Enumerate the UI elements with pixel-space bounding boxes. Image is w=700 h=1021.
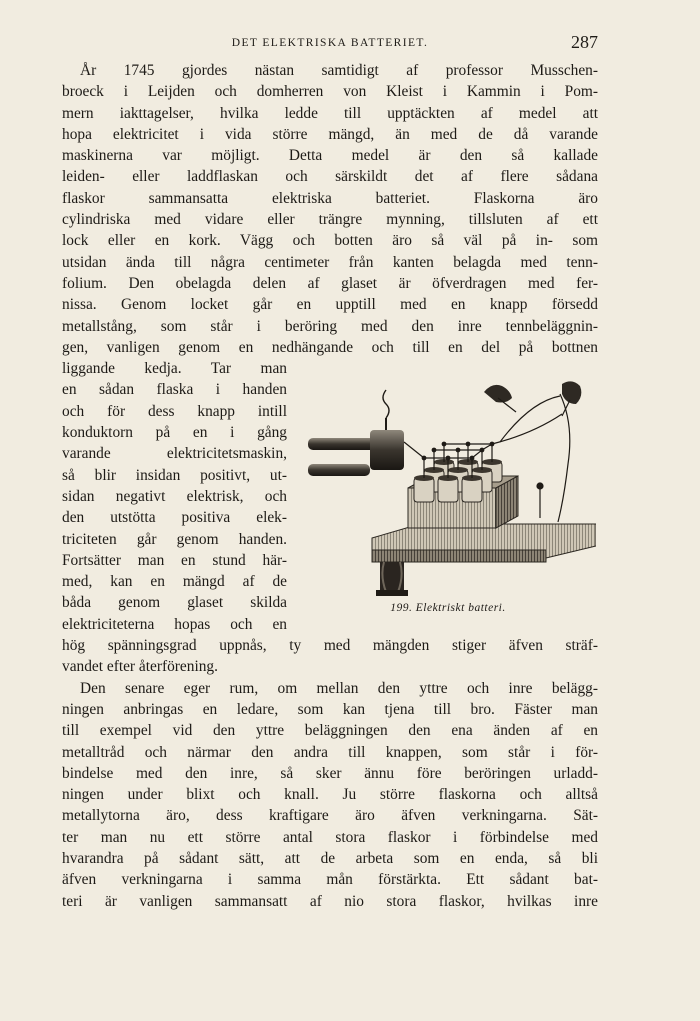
text-line: elektriciteterna hopas och en [62,615,287,633]
text-line: flaskor sammansatta elektriska batteriet. Flaskorna äro [62,189,598,207]
text-line: nissa. Genom locket går en upptill med en knapp försedd [62,296,598,314]
hand-left [484,385,516,412]
text-line: bindelse med den inre, så sker ännu före beröringen urladd- [62,764,598,782]
running-head [62,34,598,54]
text-line: så blir insidan positivt, ut- [62,466,287,484]
text-line: ter man nu ett större antal stora flaskor i förbindelse med [62,828,598,846]
text-line: Den senare eger rum, om mellan den yttre och inre belägg- [80,679,598,697]
text-line: teri är vanligen sammansatt af nio stora flaskor, hvilkas inre [62,892,598,910]
figure-electric-battery [300,378,596,620]
table [372,524,596,596]
text-line: gen, vanligen genom en nedhängande och till en del på bottnen [62,338,598,356]
text-line: till exempel vid den yttre beläggningen den ena änden af en [62,722,598,740]
text-line: leiden- eller laddflaskan och särskildt det af flere sådana [62,168,598,186]
text-line: den utstötta positiva elek- [62,509,287,527]
text-line: metalltråd och närmar den andra till knappen, som står i för- [62,743,598,761]
running-title: DET ELEKTRISKA BATTERIET. [231,37,429,49]
battery-illustration [300,378,596,598]
text-line: med, kan en mängd af de [62,573,287,591]
text-line: varande elektricitetsmaskin, [62,445,287,463]
conductor-rods [308,390,424,476]
text-line: maskinerna var möjligt. Detta medel är den så kallade [62,147,598,165]
text-line: metallytorna äro, dess kraftigare äro äfven verkningarna. Sät- [62,807,598,825]
text-line: folium. Den obelagda delen af glaset är öfverdragen med fer- [62,274,598,292]
hand-right [562,381,581,416]
text-line: triciteten går genom handen. [62,530,287,548]
text-line: hvarandra på sådant sätt, att de arbeta som en enda, så bli [62,849,598,867]
text-line: ningen anbringas en ledare, som kan tjena till bro. Fäster man [62,700,598,718]
text-line: en sådan flaska i handen [62,381,287,399]
text-line: sidan negativt elektrisk, och [62,487,287,505]
text-line: hög spänningsgrad uppnås, ty med mängden stiger äfven sträf- [62,637,598,655]
text-line: hopa elektricitet i vida större mängd, än med de då varande [62,125,598,143]
text-line: liggande kedja. Tar man [62,360,287,378]
text-line: utsidan ända till några centimeter från kanten belagda med tenn- [62,253,598,271]
text-line: metallstång, som står i beröring med den inre tennbeläggnin- [62,317,598,335]
text-line: konduktorn på en i gång [62,424,287,442]
text-line: mern iakttagelser, hvilka ledde till upptäckten af medel att [62,104,598,122]
text-line: År 1745 gjordes nästan samtidigt af professor Musschen- [80,62,598,79]
text-line: broeck i Leijden och domherren von Kleist i Kammin i Pom- [62,83,598,101]
text-line: äfven verkningarna i samma mån förstärkta. Ett sådant bat- [62,871,598,889]
text-line: Fortsätter man en stund här- [62,551,287,569]
text-line: och för dess knapp intill [62,402,287,420]
page-number: 287 [571,32,598,52]
text-line: ningen under blixt och knall. Ju större flaskorna och alltså [62,786,598,804]
figure-caption: 199. Elektriskt batteri. [390,602,506,614]
text-line: cylindriska med vidare eller trängre mynning, tillsluten af ett [62,211,598,229]
text-line: lock eller en kork. Vägg och botten äro så väl på in- som [62,232,598,250]
text-line: vandet efter återförening. [62,658,218,676]
text-line: båda genom glaset skilda [62,594,287,612]
